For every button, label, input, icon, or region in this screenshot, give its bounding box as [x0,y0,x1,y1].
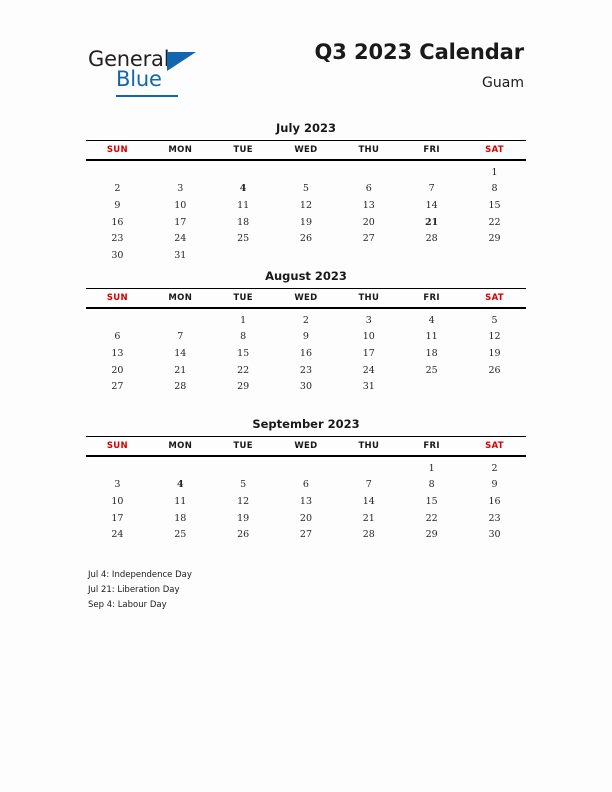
day-cell-empty [400,378,463,395]
day-cell[interactable]: 8 [240,331,247,343]
day-cell[interactable]: 11 [174,495,187,507]
day-cell-empty [275,456,338,477]
brand-underline [116,95,178,97]
day-cell[interactable]: 26 [488,364,501,376]
table-row [86,181,526,198]
day-cell[interactable]: 3 [365,314,372,326]
day-cell[interactable]: 18 [237,216,250,228]
day-cell[interactable]: 15 [237,347,250,359]
weekday-header-sun: SUN [86,141,149,161]
weekday-header-wed: WED [275,289,338,309]
day-cell-empty [400,247,463,264]
day-cell[interactable]: 7 [177,331,184,343]
day-cell[interactable]: 7 [428,183,435,195]
day-cell[interactable]: 30 [488,529,501,541]
table-row [86,197,526,214]
title-block [315,40,524,92]
day-cell[interactable]: 23 [111,233,124,245]
month-block-july [86,121,526,264]
weekday-header-thu: THU [337,141,400,161]
day-cell-empty [149,456,212,477]
day-cell[interactable]: 21 [362,512,375,524]
month-title: July 2023 [276,121,336,135]
day-cell[interactable]: 16 [488,495,501,507]
day-cell-holiday[interactable]: 21 [425,216,439,228]
month-calendar-table [86,140,526,264]
month-calendar-table [86,288,526,395]
weekday-header-tue: TUE [212,141,275,161]
month-title: August 2023 [265,269,347,283]
month-block-september [86,417,526,543]
day-cell[interactable]: 15 [488,199,501,211]
weekday-header-tue: TUE [212,289,275,309]
day-cell-empty [275,160,338,181]
day-cell[interactable]: 22 [237,364,250,376]
table-row [86,378,526,395]
day-cell-empty [86,160,149,181]
day-cell[interactable]: 15 [425,495,438,507]
day-cell[interactable]: 12 [488,331,501,343]
weekday-header-fri: FRI [400,141,463,161]
day-cell[interactable]: 16 [299,347,312,359]
legend-item: Jul 21: Liberation Day [88,585,180,595]
day-cell[interactable]: 28 [362,529,375,541]
table-row [86,289,526,309]
day-cell-holiday[interactable]: 4 [239,183,247,195]
day-cell-empty [337,247,400,264]
day-cell[interactable]: 14 [425,199,438,211]
weekday-header-tue: TUE [212,437,275,457]
day-cell[interactable]: 1 [491,166,498,178]
day-cell[interactable]: 17 [362,347,375,359]
day-cell[interactable]: 24 [362,364,375,376]
day-cell[interactable]: 31 [174,249,187,261]
weekday-header-mon: MON [149,437,212,457]
table-row [86,329,526,346]
day-cell[interactable]: 30 [111,249,124,261]
day-cell-empty [463,247,526,264]
table-row [86,160,526,181]
day-cell-empty [463,378,526,395]
day-cell[interactable]: 27 [111,381,124,393]
day-cell[interactable]: 27 [299,529,312,541]
day-cell[interactable]: 9 [302,331,309,343]
day-cell[interactable]: 9 [491,479,498,491]
day-cell[interactable]: 17 [174,216,187,228]
day-cell-empty [400,160,463,181]
weekday-header-sat: SAT [463,437,526,457]
day-cell-empty [212,160,275,181]
day-cell[interactable]: 6 [302,479,309,491]
day-cell[interactable]: 29 [488,233,501,245]
day-cell[interactable]: 2 [114,183,121,195]
day-cell[interactable]: 13 [111,347,124,359]
weekday-header-fri: FRI [400,289,463,309]
day-cell[interactable]: 12 [237,495,250,507]
day-cell[interactable]: 29 [237,381,250,393]
day-cell-empty [149,308,212,329]
day-cell[interactable]: 20 [362,216,375,228]
day-cell[interactable]: 17 [111,512,124,524]
weekday-header-fri: FRI [400,437,463,457]
day-cell[interactable]: 20 [111,364,124,376]
calendar-body [86,308,526,395]
weekday-header-wed: WED [275,141,338,161]
day-cell[interactable]: 28 [425,233,438,245]
day-cell[interactable]: 28 [174,381,187,393]
day-cell[interactable]: 4 [428,314,435,326]
day-cell[interactable]: 31 [362,381,375,393]
table-row [86,510,526,527]
month-title: September 2023 [252,417,360,431]
day-cell[interactable]: 19 [299,216,312,228]
day-cell[interactable]: 6 [365,183,372,195]
table-row [86,456,526,477]
day-cell[interactable]: 10 [174,199,187,211]
day-cell[interactable]: 16 [111,216,124,228]
brand-name-general: General [88,47,170,71]
day-cell[interactable]: 14 [174,347,187,359]
day-cell[interactable]: 1 [428,462,435,474]
day-cell[interactable]: 8 [491,183,498,195]
weekday-header-wed: WED [275,437,338,457]
day-cell[interactable]: 5 [302,183,309,195]
weekday-header-sun: SUN [86,289,149,309]
day-cell[interactable]: 2 [302,314,309,326]
day-cell[interactable]: 3 [114,479,121,491]
day-cell[interactable]: 10 [111,495,124,507]
day-cell[interactable]: 7 [365,479,372,491]
weekday-header-thu: THU [337,437,400,457]
day-cell-holiday[interactable]: 4 [176,479,184,491]
day-cell-empty [212,456,275,477]
table-row [86,362,526,379]
weekday-header-row [86,289,526,309]
weekday-header-sat: SAT [463,141,526,161]
day-cell[interactable]: 19 [237,512,250,524]
table-row [86,308,526,329]
day-cell[interactable]: 18 [425,347,438,359]
day-cell[interactable]: 21 [174,364,187,376]
day-cell[interactable]: 10 [362,331,375,343]
day-cell[interactable]: 27 [362,233,375,245]
table-row [86,345,526,362]
weekday-header-row [86,141,526,161]
day-cell[interactable]: 13 [299,495,312,507]
weekday-header-mon: MON [149,141,212,161]
calendar-body [86,456,526,543]
day-cell[interactable]: 5 [491,314,498,326]
day-cell[interactable]: 3 [177,183,184,195]
day-cell-empty [337,160,400,181]
table-row [86,141,526,161]
weekday-header-sun: SUN [86,437,149,457]
table-row [86,526,526,543]
day-cell[interactable]: 8 [428,479,435,491]
day-cell[interactable]: 20 [299,512,312,524]
day-cell[interactable]: 11 [237,199,250,211]
day-cell[interactable]: 9 [114,199,121,211]
day-cell[interactable]: 23 [488,512,501,524]
day-cell[interactable]: 26 [237,529,250,541]
brand-logo[interactable] [88,47,208,103]
day-cell[interactable]: 13 [362,199,375,211]
day-cell[interactable]: 12 [299,199,312,211]
table-row [86,477,526,494]
day-cell[interactable]: 2 [491,462,498,474]
month-calendar-table [86,436,526,543]
day-cell[interactable]: 5 [240,479,247,491]
page-header [0,40,612,110]
day-cell[interactable]: 22 [425,512,438,524]
holiday-legend [88,568,488,613]
day-cell[interactable]: 22 [488,216,501,228]
day-cell[interactable]: 23 [299,364,312,376]
day-cell-empty [86,308,149,329]
day-cell[interactable]: 6 [114,331,121,343]
weekday-header-mon: MON [149,289,212,309]
table-row [86,247,526,264]
weekday-header-thu: THU [337,289,400,309]
day-cell-empty [275,247,338,264]
legend-item: Jul 4: Independence Day [88,570,192,580]
table-row [86,493,526,510]
weekday-header-sat: SAT [463,289,526,309]
day-cell[interactable]: 14 [362,495,375,507]
page-title: Q3 2023 Calendar [314,40,524,64]
calendar-body [86,160,526,264]
brand-name-blue: Blue [116,67,162,91]
day-cell[interactable]: 24 [111,529,124,541]
day-cell[interactable]: 26 [299,233,312,245]
day-cell[interactable]: 25 [237,233,250,245]
day-cell[interactable]: 19 [488,347,501,359]
month-block-august [86,269,526,395]
day-cell[interactable]: 11 [425,331,438,343]
day-cell-empty [149,160,212,181]
day-cell[interactable]: 24 [174,233,187,245]
table-row [86,230,526,247]
page-subtitle: Guam [482,75,524,92]
day-cell[interactable]: 25 [425,364,438,376]
day-cell-empty [337,456,400,477]
day-cell[interactable]: 1 [240,314,247,326]
day-cell[interactable]: 18 [174,512,187,524]
day-cell[interactable]: 25 [174,529,187,541]
table-row [86,214,526,231]
table-row [86,437,526,457]
day-cell[interactable]: 29 [425,529,438,541]
legend-item: Sep 4: Labour Day [88,600,167,610]
day-cell[interactable]: 30 [299,381,312,393]
day-cell-empty [212,247,275,264]
day-cell-empty [86,456,149,477]
weekday-header-row [86,437,526,457]
brand-triangle-icon [167,52,196,71]
